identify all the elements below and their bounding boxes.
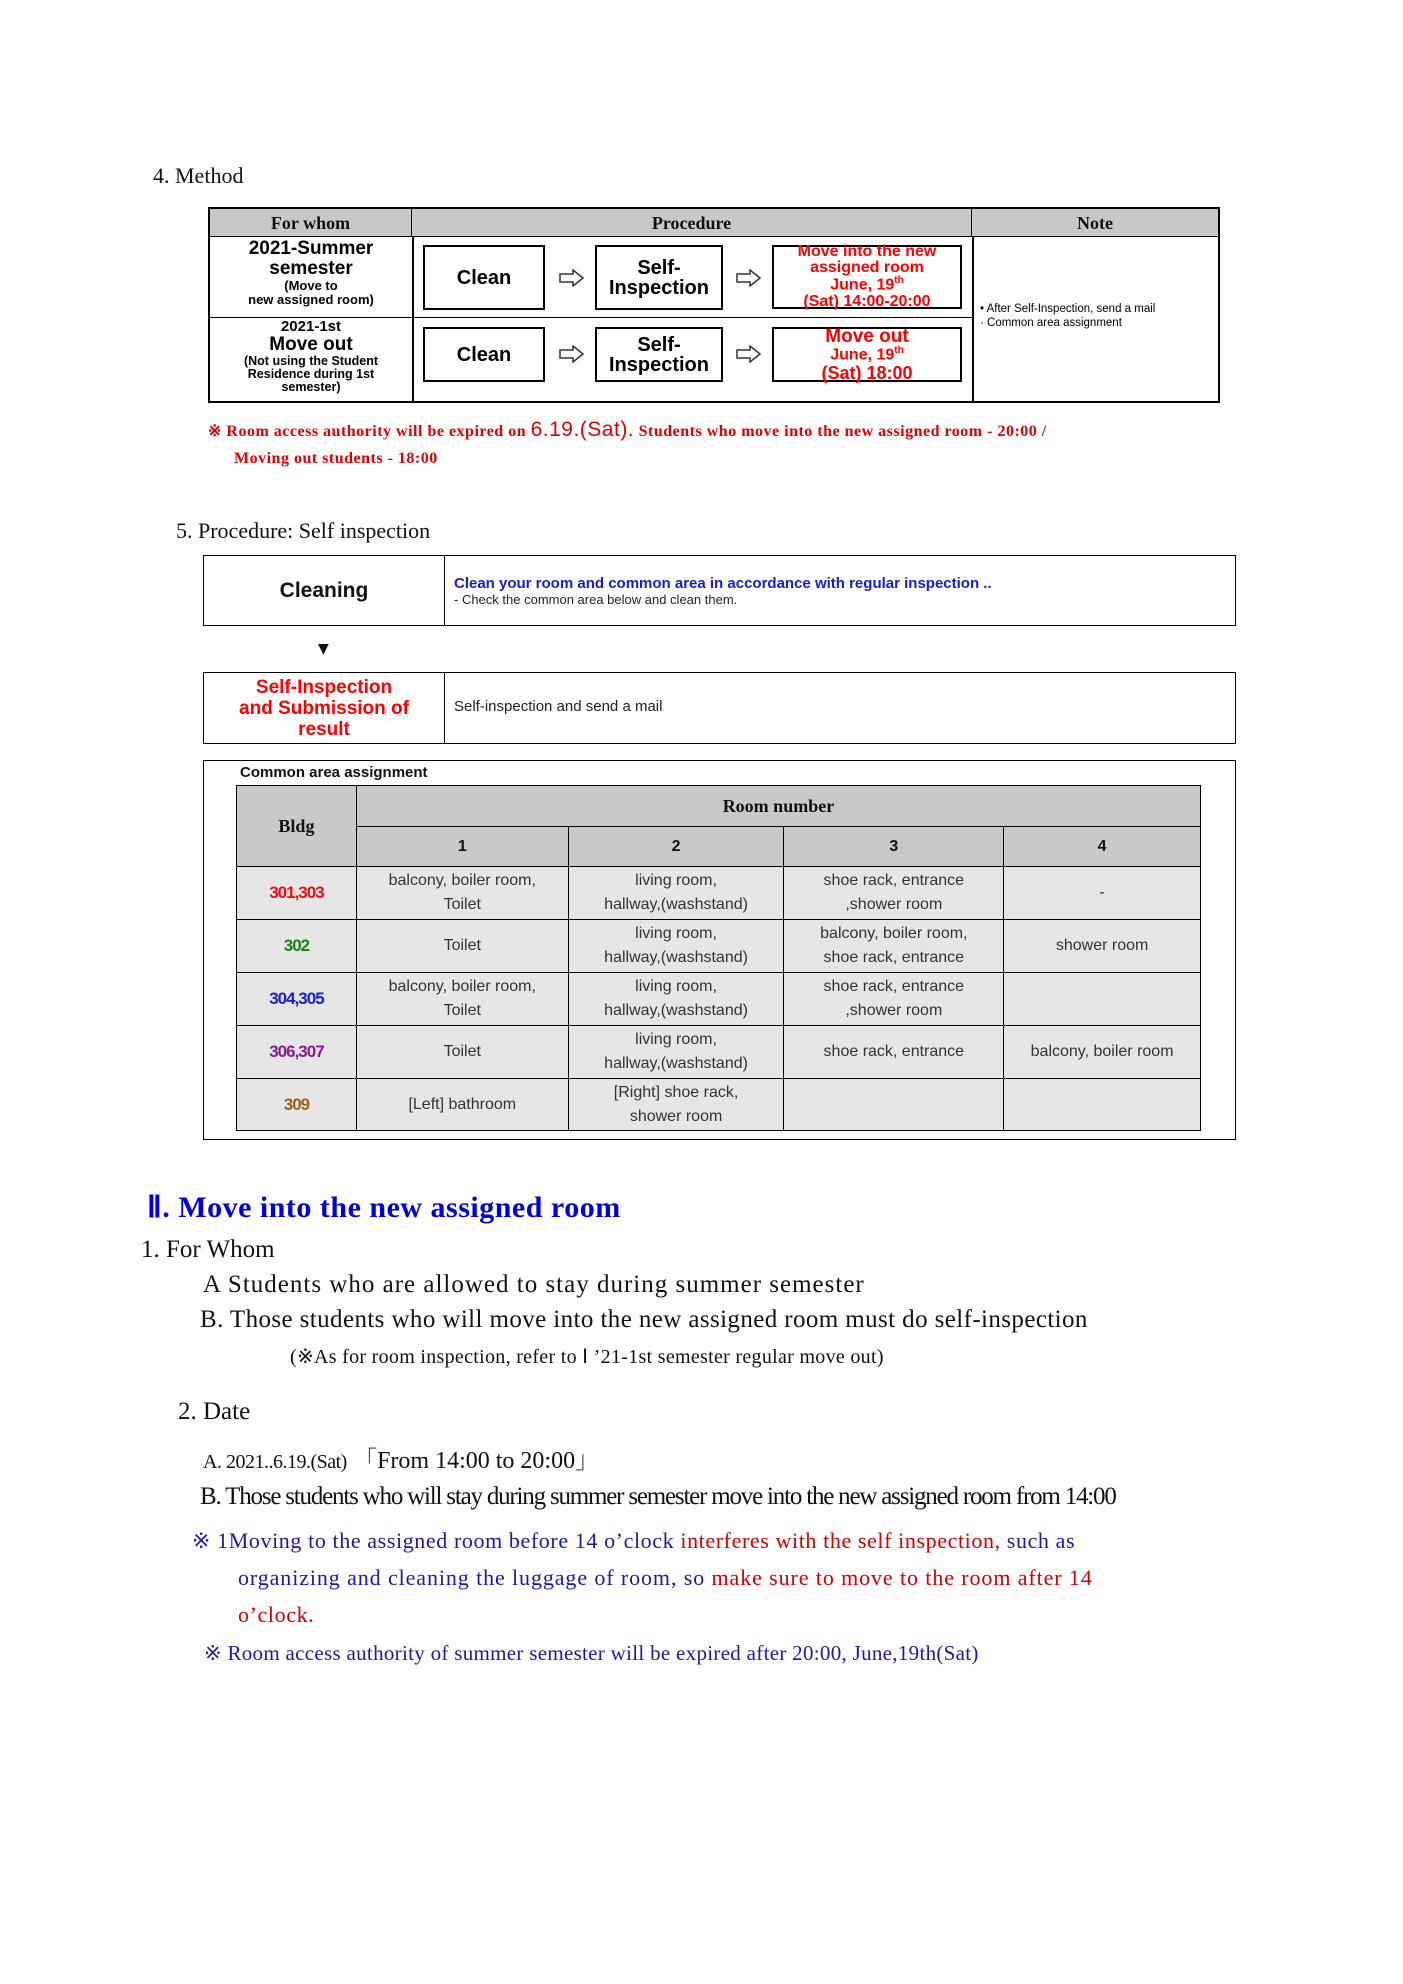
for-whom-item-a: A Students who are allowed to stay during summer semester xyxy=(203,1271,865,1298)
header-for-whom: For whom xyxy=(210,209,412,237)
right-arrow-icon xyxy=(559,269,585,287)
header-procedure: Procedure xyxy=(412,209,972,237)
cleaning-sub-instruction: - Check the common area below and clean them. xyxy=(454,592,738,607)
note-send-mail: • After Self-Inspection, send a mail xyxy=(980,303,1156,315)
area-cell-line: shower room xyxy=(1055,937,1149,954)
header-room-2: 2 xyxy=(568,827,784,867)
right-arrow-icon xyxy=(736,269,762,287)
method-table xyxy=(208,207,1220,403)
area-cell-line: shoe rack, entrance xyxy=(823,1043,965,1060)
access-expiry-notice-line2: Moving out students - 18:00 xyxy=(234,450,438,467)
warning-highlight: interferes with the self inspection, xyxy=(680,1528,1001,1553)
step-line: Move into the new xyxy=(797,243,937,261)
area-cell-line: Toilet xyxy=(443,1043,481,1060)
self-inspection-label xyxy=(204,673,445,743)
right-arrow-icon xyxy=(736,345,762,363)
for-whom-heading: 1. For Whom xyxy=(141,1236,275,1263)
move-in-warning-line3: o’clock. xyxy=(238,1602,315,1627)
step-line: Move out xyxy=(825,326,909,348)
whom-line: semester) xyxy=(281,379,341,394)
area-cell-line: shoe rack, entrance xyxy=(823,872,965,889)
notice-text: ※ Room access authority will be expired on xyxy=(208,423,531,440)
date-item-b: B. Those students who will stay during summer semester move into the new assigned room from 14:00 xyxy=(200,1483,1116,1510)
area-cell xyxy=(784,920,1004,973)
area-cell-line: ,shower room xyxy=(845,896,943,913)
step-date: June, 19 xyxy=(830,346,895,364)
area-cell-line: [Right] shoe rack, xyxy=(613,1083,739,1101)
step-clean: Clean xyxy=(423,327,545,382)
area-cell xyxy=(356,920,568,973)
for-whom-summer xyxy=(210,239,412,306)
area-cell xyxy=(1004,867,1201,920)
header-bldg: Bldg xyxy=(237,786,357,867)
area-cell xyxy=(784,1079,1004,1131)
note-common-area: · Common area assignment xyxy=(980,317,1122,329)
area-cell xyxy=(784,973,1004,1026)
whom-line: semester xyxy=(269,257,353,279)
step-line: (Sat) 14:00-20:00 xyxy=(803,292,931,310)
table-header-row xyxy=(237,786,1201,827)
summer-access-expiry-note: ※ Room access authority of summer semester will be expired after 20:00, June,19th(Sat) xyxy=(204,1641,979,1665)
area-cell-line: shoe rack, entrance xyxy=(823,949,965,966)
area-cell xyxy=(1004,1026,1201,1079)
step-line-date xyxy=(830,276,903,293)
step-line: assigned room xyxy=(810,259,924,277)
area-cell xyxy=(356,973,568,1026)
area-cell-line: [Left] bathroom xyxy=(408,1095,517,1113)
area-cell-line: balcony, boiler room, xyxy=(820,925,968,942)
area-cell-line: living room, xyxy=(635,978,717,995)
bldg-cell: 301,303 xyxy=(237,867,357,920)
step-date-suffix: th xyxy=(894,275,904,287)
table-subheader-row xyxy=(237,827,1201,867)
step-self-inspection: Self- Inspection xyxy=(595,327,723,382)
date-heading: 2. Date xyxy=(178,1398,251,1425)
table-row xyxy=(237,920,1201,973)
bldg-cell: 304,305 xyxy=(237,973,357,1026)
date-item-a xyxy=(203,1440,599,1475)
area-cell xyxy=(784,1026,1004,1079)
cleaning-instruction: Clean your room and common area in accordance with regular inspection .. xyxy=(454,575,992,592)
label-line: result xyxy=(298,718,350,740)
for-whom-item-b: B. Those students who will move into the new assigned room must do self-inspection xyxy=(200,1306,1088,1333)
area-cell-line: shoe rack, entrance xyxy=(823,978,965,995)
area-cell xyxy=(1004,920,1201,973)
header-room-3: 3 xyxy=(784,827,1004,867)
notice-date: 6.19.(Sat). xyxy=(530,418,635,441)
whom-line: (Move to xyxy=(284,277,338,293)
step-line-date xyxy=(830,346,903,363)
step-date-suffix: th xyxy=(894,345,904,357)
warning-text: ※ 1Moving to the assigned room before 14 o’clock xyxy=(192,1528,681,1553)
table-row xyxy=(237,1026,1201,1079)
step-move-out xyxy=(772,327,962,382)
header-note: Note xyxy=(972,209,1218,237)
warning-highlight: make sure to move to the room after 14 xyxy=(711,1565,1093,1590)
area-cell-line: Toilet xyxy=(443,937,481,954)
procedure-row-cleaning xyxy=(203,555,1236,626)
step-clean: Clean xyxy=(423,245,545,310)
notice-text: Students who move into the new assigned room - 20:00 / xyxy=(634,423,1047,440)
column-divider xyxy=(972,237,974,401)
area-cell-line: living room, xyxy=(635,925,717,942)
table-row xyxy=(237,973,1201,1026)
area-cell xyxy=(356,1026,568,1079)
area-cell xyxy=(568,1026,784,1079)
area-cell-line: shower room xyxy=(629,1107,723,1125)
area-cell-line: hallway,(washstand) xyxy=(604,896,748,913)
label-line: and Submission of xyxy=(239,697,409,719)
area-cell xyxy=(568,920,784,973)
whom-line: new assigned room) xyxy=(248,291,374,307)
warning-text: such as xyxy=(1000,1528,1076,1553)
right-arrow-icon xyxy=(559,345,585,363)
column-divider xyxy=(412,237,414,401)
for-whom-item-b-note: (※As for room inspection, refer to Ⅰ ’21-1st semester regular move out) xyxy=(290,1346,884,1368)
access-expiry-notice xyxy=(208,418,1047,442)
area-cell-line: hallway,(washstand) xyxy=(604,1055,748,1072)
time-range: 「From 14:00 to 20:00」 xyxy=(353,1448,600,1474)
for-whom-move-out xyxy=(210,319,412,394)
section-4-heading: 4. Method xyxy=(153,163,244,188)
area-cell-line: hallway,(washstand) xyxy=(604,949,748,966)
whom-line: 2021-1st xyxy=(280,318,342,335)
self-inspection-content: Self-inspection and send a mail xyxy=(454,698,663,715)
move-in-warning xyxy=(192,1528,1075,1554)
date-value: A. 2021..6.19.(Sat) xyxy=(203,1451,347,1473)
bldg-cell: 306,307 xyxy=(237,1026,357,1079)
area-cell-line: hallway,(washstand) xyxy=(604,1002,748,1019)
whom-line: 2021-Summer xyxy=(248,238,374,259)
area-cell xyxy=(568,1079,784,1131)
step-line: (Sat) 18:00 xyxy=(821,362,913,383)
procedure-row-self-inspection xyxy=(203,672,1236,744)
header-room-1: 1 xyxy=(356,827,568,867)
area-cell-line: balcony, boiler room, xyxy=(388,872,536,889)
area-cell-line: living room, xyxy=(635,872,717,889)
area-cell xyxy=(356,867,568,920)
step-self-inspection: Self- Inspection xyxy=(595,245,723,310)
area-cell-line: - xyxy=(1099,884,1105,901)
section-5-heading: 5. Procedure: Self inspection xyxy=(176,518,431,543)
area-cell-line: Toilet xyxy=(443,896,481,913)
area-cell xyxy=(784,867,1004,920)
whom-line: Move out xyxy=(269,333,353,355)
whom-line: (Not using the Student xyxy=(243,353,378,368)
area-cell xyxy=(568,867,784,920)
table-row xyxy=(237,1079,1201,1131)
area-cell xyxy=(1004,1079,1201,1131)
area-cell xyxy=(568,973,784,1026)
label-line: Self-Inspection xyxy=(255,676,393,698)
area-cell-line: balcony, boiler room, xyxy=(388,978,536,995)
bldg-cell: 302 xyxy=(237,920,357,973)
area-cell-line: Toilet xyxy=(443,1002,481,1019)
header-room-4: 4 xyxy=(1004,827,1201,867)
cleaning-label: Cleaning xyxy=(204,556,445,625)
section-ii-heading: Ⅱ. Move into the new assigned room xyxy=(147,1191,621,1224)
move-in-warning-line2 xyxy=(238,1565,1093,1591)
common-area-title: Common area assignment xyxy=(240,764,428,781)
area-cell xyxy=(356,1079,568,1131)
area-cell-line: balcony, boiler room xyxy=(1030,1043,1174,1060)
table-body xyxy=(237,867,1201,1131)
down-arrow-icon: ▼ xyxy=(318,641,329,657)
area-cell-line: ,shower room xyxy=(845,1002,943,1019)
header-room-number: Room number xyxy=(356,786,1200,827)
table-row xyxy=(237,867,1201,920)
step-move-into-new-room xyxy=(772,245,962,309)
bldg-cell: 309 xyxy=(237,1079,357,1131)
area-cell xyxy=(1004,973,1201,1026)
whom-line: Residence during 1st xyxy=(247,366,375,381)
area-cell-line: living room, xyxy=(635,1031,717,1048)
warning-text: organizing and cleaning the luggage of room, so xyxy=(238,1565,712,1590)
step-date: June, 19 xyxy=(830,276,895,294)
common-area-table xyxy=(236,785,1201,1131)
